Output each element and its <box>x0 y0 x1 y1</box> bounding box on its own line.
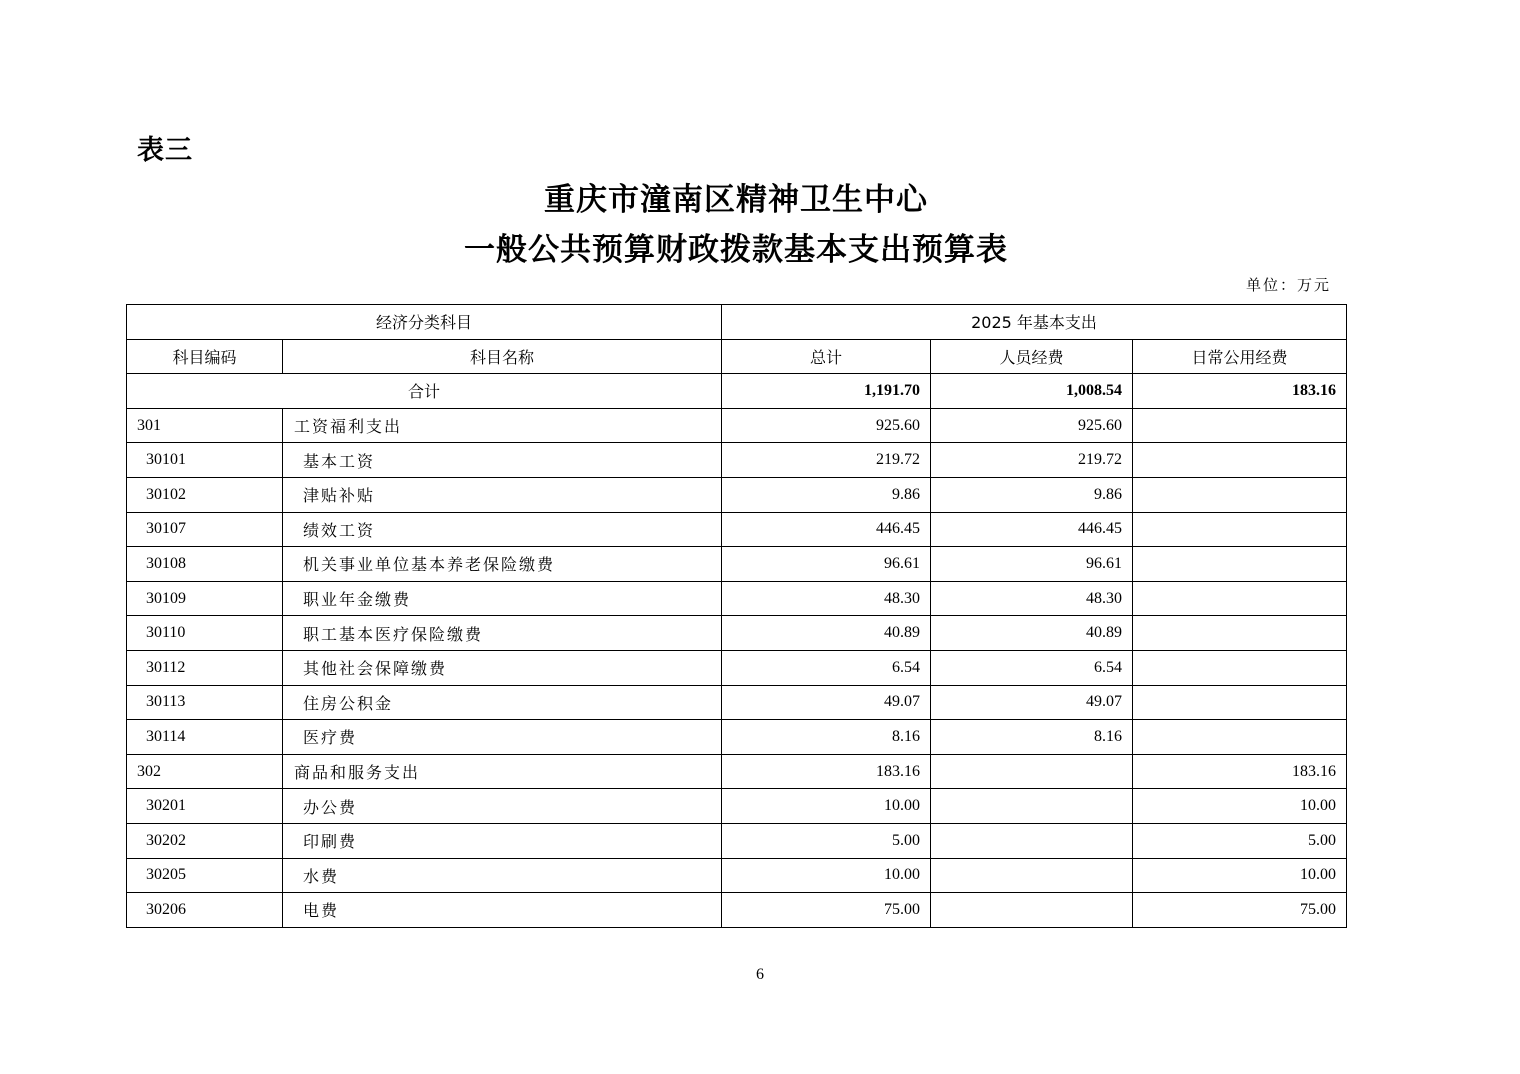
row-total: 446.45 <box>722 512 931 547</box>
page-number: 6 <box>756 966 764 983</box>
row-personnel: 446.45 <box>931 512 1133 547</box>
header-economic-category: 经济分类科目 <box>127 305 722 340</box>
header-personnel: 人员经费 <box>931 339 1133 374</box>
row-public <box>1133 650 1347 685</box>
row-total: 219.72 <box>722 443 931 478</box>
table-row <box>127 720 1347 755</box>
row-name: 职业年金缴费 <box>283 581 722 616</box>
table-row <box>127 789 1347 824</box>
row-public <box>1133 720 1347 755</box>
table-row <box>127 754 1347 789</box>
row-public <box>1133 512 1347 547</box>
budget-table-body <box>127 305 1347 928</box>
row-total: 5.00 <box>722 823 931 858</box>
unit-label: 单位：万元 <box>1246 276 1332 294</box>
row-public <box>1133 616 1347 651</box>
table-row <box>127 650 1347 685</box>
row-personnel: 925.60 <box>931 408 1133 443</box>
table-row <box>127 893 1347 928</box>
row-personnel <box>931 789 1133 824</box>
total-public: 183.16 <box>1133 374 1347 409</box>
row-code: 30205 <box>127 858 283 893</box>
row-personnel <box>931 858 1133 893</box>
total-row <box>127 374 1347 409</box>
row-total: 183.16 <box>722 754 931 789</box>
row-name: 电费 <box>283 893 722 928</box>
row-total: 8.16 <box>722 720 931 755</box>
row-code: 302 <box>127 754 283 789</box>
row-public <box>1133 443 1347 478</box>
row-name: 印刷费 <box>283 823 722 858</box>
total-personnel: 1,008.54 <box>931 374 1133 409</box>
row-name: 基本工资 <box>283 443 722 478</box>
row-total: 925.60 <box>722 408 931 443</box>
row-name: 水费 <box>283 858 722 893</box>
row-personnel: 96.61 <box>931 547 1133 582</box>
table-row <box>127 823 1347 858</box>
row-code: 30113 <box>127 685 283 720</box>
row-total: 75.00 <box>722 893 931 928</box>
header-year-expenditure: 2025 年基本支出 <box>722 305 1347 340</box>
row-name: 医疗费 <box>283 720 722 755</box>
table-row <box>127 408 1347 443</box>
row-personnel <box>931 823 1133 858</box>
table-row <box>127 616 1347 651</box>
row-personnel: 6.54 <box>931 650 1133 685</box>
header-public: 日常公用经费 <box>1133 339 1347 374</box>
row-public <box>1133 581 1347 616</box>
row-public: 75.00 <box>1133 893 1347 928</box>
row-code: 30110 <box>127 616 283 651</box>
row-public <box>1133 408 1347 443</box>
table-row <box>127 443 1347 478</box>
row-public <box>1133 685 1347 720</box>
row-name: 其他社会保障缴费 <box>283 650 722 685</box>
row-total: 6.54 <box>722 650 931 685</box>
row-name: 商品和服务支出 <box>283 754 722 789</box>
total-label: 合计 <box>127 374 722 409</box>
header-row-1 <box>127 305 1347 340</box>
document-title-line2: 一般公共预算财政拨款基本支出预算表 <box>464 232 1008 268</box>
table-row <box>127 477 1347 512</box>
row-name: 工资福利支出 <box>283 408 722 443</box>
row-code: 30102 <box>127 477 283 512</box>
row-personnel <box>931 893 1133 928</box>
row-name: 办公费 <box>283 789 722 824</box>
row-public <box>1133 547 1347 582</box>
header-row-2 <box>127 339 1347 374</box>
row-total: 49.07 <box>722 685 931 720</box>
table-row <box>127 512 1347 547</box>
row-personnel: 8.16 <box>931 720 1133 755</box>
row-public: 183.16 <box>1133 754 1347 789</box>
row-total: 10.00 <box>722 789 931 824</box>
header-total: 总计 <box>722 339 931 374</box>
header-code: 科目编码 <box>127 339 283 374</box>
table-row <box>127 858 1347 893</box>
row-name: 住房公积金 <box>283 685 722 720</box>
row-name: 机关事业单位基本养老保险缴费 <box>283 547 722 582</box>
header-name: 科目名称 <box>283 339 722 374</box>
row-name: 绩效工资 <box>283 512 722 547</box>
row-total: 10.00 <box>722 858 931 893</box>
row-public: 10.00 <box>1133 789 1347 824</box>
row-code: 301 <box>127 408 283 443</box>
row-code: 30108 <box>127 547 283 582</box>
row-total: 9.86 <box>722 477 931 512</box>
row-code: 30101 <box>127 443 283 478</box>
table-row <box>127 685 1347 720</box>
row-public: 5.00 <box>1133 823 1347 858</box>
row-code: 30201 <box>127 789 283 824</box>
row-code: 30109 <box>127 581 283 616</box>
row-personnel: 219.72 <box>931 443 1133 478</box>
row-code: 30206 <box>127 893 283 928</box>
table-label: 表三 <box>137 135 193 166</box>
row-public <box>1133 477 1347 512</box>
row-personnel: 49.07 <box>931 685 1133 720</box>
total-sum: 1,191.70 <box>722 374 931 409</box>
row-total: 40.89 <box>722 616 931 651</box>
row-personnel <box>931 754 1133 789</box>
row-total: 48.30 <box>722 581 931 616</box>
row-code: 30114 <box>127 720 283 755</box>
row-code: 30107 <box>127 512 283 547</box>
row-total: 96.61 <box>722 547 931 582</box>
row-personnel: 40.89 <box>931 616 1133 651</box>
budget-table <box>126 304 1347 928</box>
row-name: 职工基本医疗保险缴费 <box>283 616 722 651</box>
row-code: 30112 <box>127 650 283 685</box>
row-personnel: 48.30 <box>931 581 1133 616</box>
table-row <box>127 581 1347 616</box>
document-title-line1: 重庆市潼南区精神卫生中心 <box>544 182 928 218</box>
row-code: 30202 <box>127 823 283 858</box>
row-public: 10.00 <box>1133 858 1347 893</box>
row-name: 津贴补贴 <box>283 477 722 512</box>
table-row <box>127 547 1347 582</box>
row-personnel: 9.86 <box>931 477 1133 512</box>
